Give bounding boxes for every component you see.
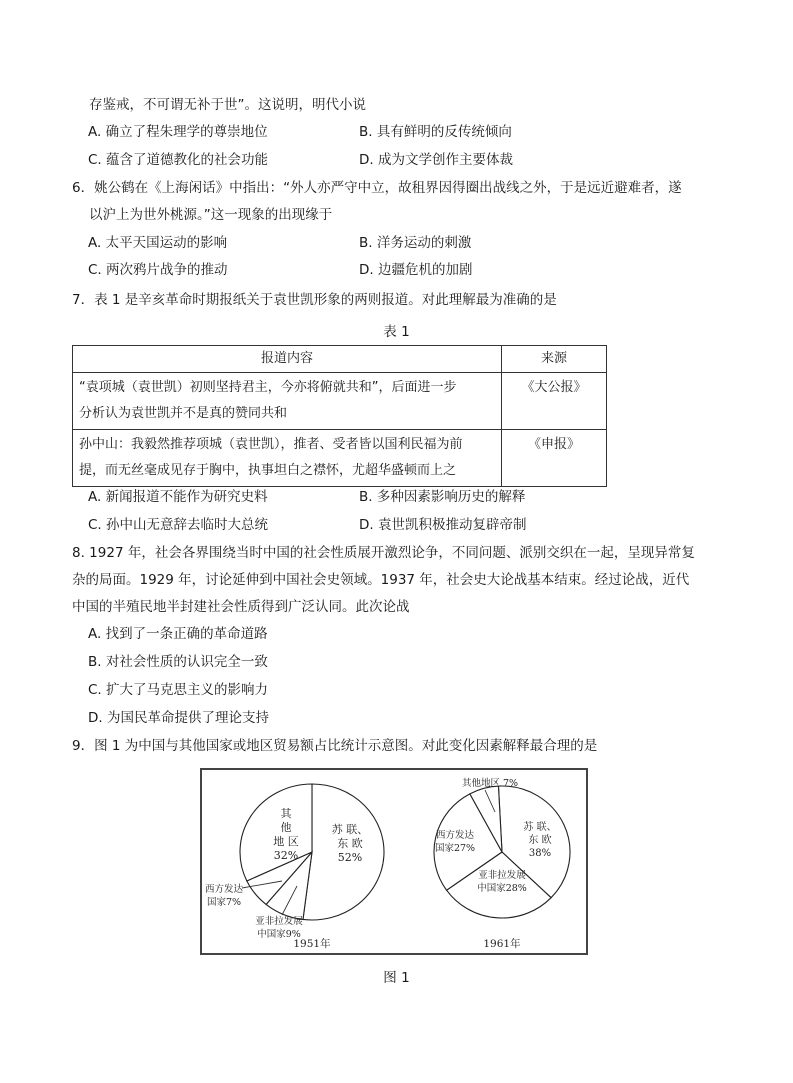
table-row bbox=[73, 373, 607, 430]
q7-option-a: A. 新闻报道不能作为研究史料 bbox=[88, 489, 268, 505]
row2-source: 《申报》 bbox=[502, 430, 607, 487]
q6-stem-line2: 以沪上为世外桃源。”这一现象的出现缘于 bbox=[89, 207, 333, 223]
row2-content bbox=[73, 430, 502, 487]
header-content: 报道内容 bbox=[73, 346, 502, 373]
q5-text-tail: 存鉴戒，不可谓无补于世”。这说明，明代小说 bbox=[89, 97, 366, 113]
pie1961-label-afro-1: 亚非拉发展 bbox=[478, 870, 526, 881]
q5-option-d: D. 成为文学创作主要体裁 bbox=[359, 152, 513, 168]
table-caption: 表 1 bbox=[383, 324, 410, 340]
header-source: 来源 bbox=[502, 346, 607, 373]
pie1961-label-west-2: 国家27% bbox=[434, 843, 476, 854]
row1-source: 《大公报》 bbox=[502, 373, 607, 430]
q7-option-d: D. 袁世凯积极推动复辟帝制 bbox=[359, 517, 527, 533]
pie1951-year: 1951年 bbox=[293, 938, 331, 950]
pie1951-label-west-1: 西方发达 bbox=[204, 884, 244, 895]
trade-pie-charts bbox=[202, 770, 586, 953]
q7-stem: 7．表 1 是辛亥革命时期报纸关于袁世凯形象的两则报道。对此理解最为准确的是 bbox=[72, 292, 557, 308]
q6-option-d: D. 边疆危机的加剧 bbox=[359, 262, 473, 278]
figure-caption: 图 1 bbox=[383, 970, 410, 986]
q8-option-b: B. 对社会性质的认识完全一致 bbox=[88, 654, 268, 670]
q6-stem-line1: 6．姚公鹤在《上海闲话》中指出：“外人亦严守中立，故租界因得圈出战线之外，于是远近避难者，遂 bbox=[72, 180, 682, 196]
table-row bbox=[73, 430, 607, 487]
q5-option-c: C. 蕴含了道德教化的社会功能 bbox=[88, 152, 269, 168]
row1-content-line1: “袁项城（袁世凯）初则坚持君主，今亦将俯就共和”，后面进一步 bbox=[79, 380, 457, 395]
q7-option-b: B. 多种因素影响历史的解释 bbox=[359, 489, 526, 505]
figure-frame bbox=[200, 768, 588, 955]
pie1961-label-ussr-1: 苏 联、 bbox=[523, 822, 557, 833]
q8-option-c: C. 扩大了马克思主义的影响力 bbox=[88, 682, 269, 698]
table-header-row bbox=[73, 346, 607, 373]
report-table bbox=[72, 345, 607, 487]
pie1951-label-other-3: 地 区 bbox=[273, 835, 299, 848]
pie1951-value-other: 32% bbox=[273, 849, 299, 862]
pie1951-label-ussr-1: 苏 联、 bbox=[331, 823, 369, 836]
q6-option-c: C. 两次鸦片战争的推动 bbox=[88, 262, 228, 278]
q9-stem: 9．图 1 为中国与其他国家或地区贸易额占比统计示意图。对此变化因素解释最合理的是 bbox=[72, 738, 598, 754]
pie-1951 bbox=[240, 784, 384, 920]
q8-stem-line2: 杂的局面。1929 年，讨论延伸到中国社会史领域。1937 年，社会史大论战基本结束。经过论战，近代 bbox=[72, 572, 690, 588]
pie1961-label-other: 其他地区 7% bbox=[461, 778, 519, 789]
q7-option-c: C. 孙中山无意辞去临时大总统 bbox=[88, 517, 269, 533]
pie1951-label-afro-1: 亚非拉发展 bbox=[255, 916, 303, 927]
pie1951-label-other-2: 他 bbox=[280, 821, 292, 834]
q5-option-a: A. 确立了程朱理学的尊崇地位 bbox=[88, 124, 268, 140]
q8-stem-line3: 中国的半殖民地半封建社会性质得到广泛认同。此次论战 bbox=[72, 599, 410, 615]
pie1951-value-ussr: 52% bbox=[337, 851, 363, 864]
q8-option-d: D. 为国民革命提供了理论支持 bbox=[88, 710, 269, 726]
pie1961-label-ussr-2: 东 欧 bbox=[528, 835, 552, 846]
q8-option-a: A. 找到了一条正确的革命道路 bbox=[88, 626, 268, 642]
q6-option-a: A. 太平天国运动的影响 bbox=[88, 235, 228, 251]
pie1951-label-west-2: 国家7% bbox=[206, 897, 242, 908]
row2-content-line2: 提，而无丝毫成见存于胸中，执事坦白之襟怀，尤超华盛顿而上之 bbox=[79, 463, 457, 478]
q5-option-b: B. 具有鲜明的反传统倾向 bbox=[359, 124, 512, 140]
pie1951-label-afro-2: 中国家9% bbox=[257, 929, 301, 940]
row2-content-line1: 孙中山：我毅然推荐项城（袁世凯），推者、受者皆以国利民福为前 bbox=[79, 437, 463, 452]
pie1961-label-west-1: 西方发达 bbox=[435, 830, 475, 841]
pie1961-label-afro-2: 中国家28% bbox=[477, 883, 527, 894]
pie1961-value-ussr: 38% bbox=[528, 848, 552, 859]
q6-option-b: B. 洋务运动的刺激 bbox=[359, 235, 472, 251]
row1-content-line2: 分析认为袁世凯并不是真的赞同共和 bbox=[79, 406, 288, 421]
pie1961-year: 1961年 bbox=[483, 938, 521, 950]
row1-content bbox=[73, 373, 502, 430]
pie1951-label-ussr-2: 东 欧 bbox=[337, 837, 363, 850]
pie1951-label-other-1: 其 bbox=[280, 807, 292, 820]
q8-stem-line1: 8. 1927 年，社会各界围绕当时中国的社会性质展开激烈论争，不同问题、派别交织在一起，呈现异常复 bbox=[72, 545, 695, 561]
